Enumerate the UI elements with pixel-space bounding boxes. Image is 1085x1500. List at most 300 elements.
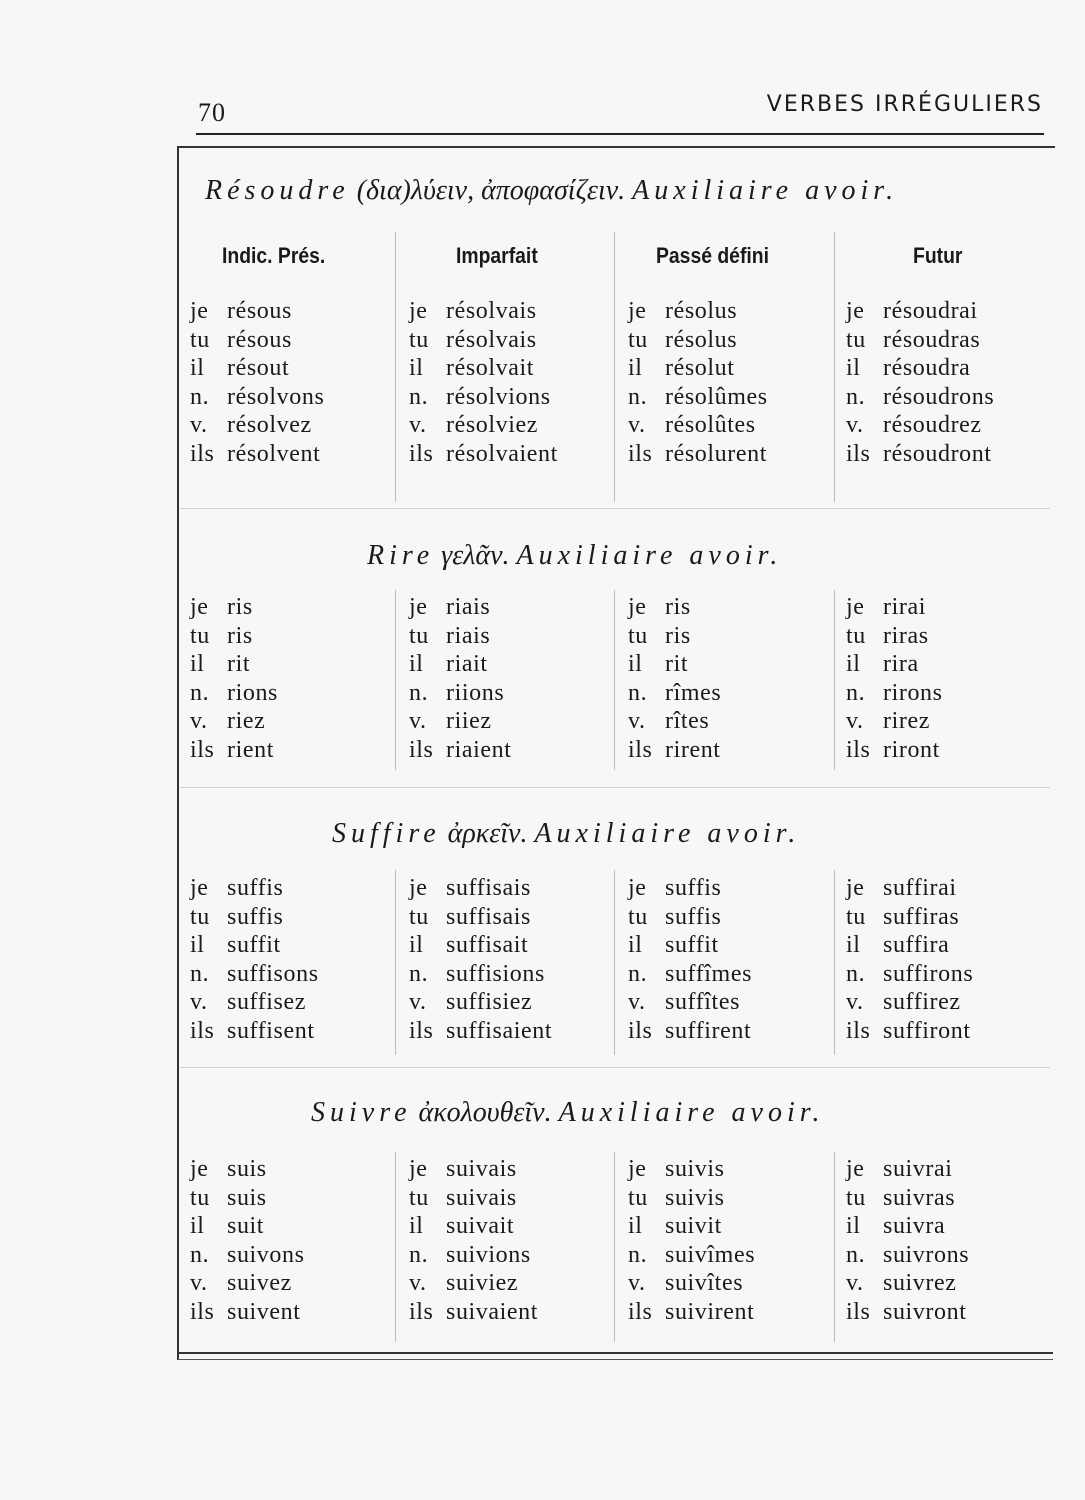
conjugation-row [190,1212,305,1241]
conjugation-row [846,440,994,469]
column-header-imparfait: Imparfait [456,243,538,268]
verb-form: résolus [665,298,738,324]
pronoun: tu [628,903,648,930]
column-divider [834,1152,835,1342]
verb-form: suffisons [227,960,319,987]
verb-form: résolvions [446,383,551,410]
conjugation-column [846,297,994,469]
verb-form: suffisaient [446,1017,553,1044]
verb-form: résolurent [665,440,767,467]
pronoun: je [846,875,865,901]
greek-gloss: γελᾶν. [441,540,510,571]
pronoun: il [409,651,424,678]
verb-form: suffit [227,932,281,959]
verb-form: riiez [446,708,492,735]
verb-form: suivez [227,1270,292,1297]
conjugation-row [846,1241,969,1270]
conjugation-row [409,326,558,355]
verb-form: résolut [665,355,735,382]
verb-form: résoudrai [883,298,978,324]
conjugation-row [846,622,943,651]
verb-form: riaient [446,736,512,763]
verb-form: suffit [665,932,719,959]
conjugation-row [190,411,324,440]
pronoun: v. [409,989,427,1016]
pronoun: v. [190,708,208,735]
conjugation-row [190,1269,305,1298]
conjugation-row [628,650,721,679]
pronoun: tu [190,903,210,930]
column-divider [614,870,615,1055]
pronoun: il [628,355,643,382]
conjugation-row [409,593,512,622]
conjugation-row [409,297,558,326]
conjugation-row [190,931,319,960]
pronoun: tu [409,622,429,649]
column-divider [614,1152,615,1342]
pronoun: ils [846,1017,871,1044]
conjugation-row [190,326,324,355]
pronoun: n. [846,383,866,410]
conjugation-row [628,903,752,932]
pronoun: je [190,594,209,620]
conjugation-row [190,960,319,989]
conjugation-row [846,1269,969,1298]
verb-form: rirent [665,736,721,763]
pronoun: v. [190,1270,208,1297]
verb-name: Suivre [311,1097,412,1128]
conjugation-row [409,707,512,736]
verb-form: suiviez [446,1270,519,1297]
pronoun: n. [409,1241,429,1268]
pronoun: v. [846,1270,864,1297]
pronoun: je [628,298,647,324]
pronoun: tu [190,326,210,353]
verb-form: rit [665,651,689,678]
conjugation-column [628,593,721,765]
pronoun: v. [846,412,864,439]
conjugation-row [846,297,994,326]
verb-form: suffirent [665,1017,752,1044]
verb-form: suivront [883,1298,967,1325]
auxiliary-note: Auxiliaire avoir. [558,1097,825,1128]
header-rule [196,133,1044,135]
verb-form: suffis [665,903,722,930]
pronoun: je [846,298,865,324]
verb-form: suffisait [446,932,529,959]
column-header-futur: Futur [913,243,963,268]
conjugation-row [409,1241,538,1270]
verb-form: suffirons [883,960,974,987]
column-divider [395,590,396,770]
conjugation-row [846,383,994,412]
column-divider [614,590,615,770]
verb-form: suivîmes [665,1241,756,1268]
verb-form: suivrons [883,1241,970,1268]
pronoun: je [628,1156,647,1182]
pronoun: il [409,932,424,959]
verb-form: suffirai [883,875,957,901]
verb-form: résolvons [227,383,325,410]
verb-form: suivais [446,1184,517,1211]
pronoun: il [409,355,424,382]
verb-form: résolus [665,326,738,353]
verb-form: suffis [227,903,284,930]
column-divider [614,232,615,502]
verb-form: suivîtes [665,1270,744,1297]
conjugation-row [190,593,278,622]
verb-form: suivrai [883,1156,953,1182]
verb-form: résout [227,355,290,382]
conjugation-row [409,988,552,1017]
pronoun: ils [846,440,871,467]
pronoun: ils [628,440,653,467]
verb-form: résoudront [883,440,992,467]
pronoun: ils [846,1298,871,1325]
conjugation-row [190,679,278,708]
conjugation-row [628,1269,755,1298]
pronoun: n. [190,679,210,706]
verb-form: suffisais [446,875,531,901]
pronoun: n. [628,679,648,706]
verb-form: ris [227,622,253,649]
column-divider [395,870,396,1055]
conjugation-column [628,874,752,1046]
conjugation-row [846,354,994,383]
verb-form: riait [446,651,488,678]
verb-name: Résoudre [205,175,350,206]
pronoun: v. [628,708,646,735]
verb-form: résolviez [446,412,539,439]
verb-title [205,175,898,207]
pronoun: je [846,1156,865,1182]
pronoun: je [409,1156,428,1182]
pronoun: tu [846,326,866,353]
conjugation-row [190,1017,319,1046]
auxiliary-note: Auxiliaire avoir. [632,175,899,206]
verb-form: résoudrons [883,383,995,410]
verb-form: résous [227,298,292,324]
verb-form: suivis [665,1184,725,1211]
pronoun: ils [409,440,434,467]
pronoun: il [190,932,205,959]
pronoun: v. [409,1270,427,1297]
verb-form: résous [227,326,292,353]
verb-form: résolvez [227,412,312,439]
pronoun: v. [409,708,427,735]
verb-title [311,1097,825,1129]
verb-form: rirai [883,594,926,620]
pronoun: n. [190,1241,210,1268]
conjugation-column [409,593,512,765]
verb-form: suivis [665,1156,725,1182]
verb-form: suffira [883,932,950,959]
verb-form: suffisiez [446,989,533,1016]
pronoun: il [846,355,861,382]
verb-form: rirons [883,679,943,706]
conjugation-row [846,707,943,736]
verb-form: suis [227,1184,267,1211]
conjugation-row [846,679,943,708]
running-head: VERBES IRRÉGULIERS [766,92,1043,117]
pronoun: il [628,651,643,678]
pronoun: il [846,1213,861,1240]
conjugation-column [846,1155,969,1327]
conjugation-row [409,411,558,440]
conjugation-row [409,736,512,765]
verb-form: résoudrez [883,412,982,439]
verb-form: suivait [446,1213,515,1240]
conjugation-row [190,650,278,679]
pronoun: ils [628,1017,653,1044]
conjugation-row [409,1155,538,1184]
conjugation-row [409,1184,538,1213]
pronoun: ils [190,440,215,467]
column-header-passe-defini: Passé défini [656,243,769,268]
conjugation-row [846,1298,969,1327]
pronoun: v. [846,708,864,735]
verb-form: suffis [227,875,284,901]
conjugation-row [190,297,324,326]
conjugation-row [628,1241,755,1270]
conjugation-row [628,931,752,960]
verb-form: suffis [665,875,722,901]
conjugation-column [846,874,973,1046]
conjugation-row [846,593,943,622]
pronoun: v. [190,412,208,439]
section-divider [180,1067,1050,1068]
conjugation-row [846,931,973,960]
verb-form: suivons [227,1241,305,1268]
pronoun: ils [409,736,434,763]
conjugation-column [846,593,943,765]
conjugation-row [409,960,552,989]
verb-form: suffiras [883,903,960,930]
verb-form: suffîtes [665,989,741,1016]
conjugation-column [409,297,558,469]
conjugation-row [409,622,512,651]
section-divider [180,787,1050,788]
verb-name: Suffire [332,818,441,849]
conjugation-column [190,297,324,469]
pronoun: tu [628,1184,648,1211]
conjugation-row [846,1184,969,1213]
conjugation-row [190,1241,305,1270]
pronoun: tu [190,622,210,649]
pronoun: n. [628,383,648,410]
conjugation-row [628,960,752,989]
conjugation-column [409,1155,538,1327]
conjugation-row [409,679,512,708]
conjugation-row [190,622,278,651]
pronoun: ils [628,736,653,763]
frame-bottom-rule-thin [177,1359,1053,1360]
pronoun: il [628,1213,643,1240]
conjugation-row [628,440,768,469]
pronoun: ils [628,1298,653,1325]
conjugation-row [190,736,278,765]
pronoun: tu [409,1184,429,1211]
pronoun: tu [190,1184,210,1211]
verb-form: suis [227,1156,267,1182]
verb-form: résolûmes [665,383,768,410]
conjugation-row [409,354,558,383]
pronoun: n. [846,679,866,706]
conjugation-row [846,1017,973,1046]
conjugation-row [846,326,994,355]
pronoun: tu [628,622,648,649]
pronoun: n. [409,383,429,410]
conjugation-row [628,1184,755,1213]
pronoun: ils [409,1017,434,1044]
conjugation-row [846,411,994,440]
auxiliary-note: Auxiliaire avoir. [516,540,783,571]
pronoun: il [846,932,861,959]
conjugation-row [628,988,752,1017]
pronoun: je [190,875,209,901]
conjugation-row [190,707,278,736]
conjugation-row [409,650,512,679]
section-divider [180,508,1050,509]
verb-form: rira [883,651,919,678]
greek-gloss: ἀκολουθεῖν. [418,1097,552,1128]
pronoun: v. [846,989,864,1016]
conjugation-row [409,440,558,469]
verb-form: riais [446,594,491,620]
conjugation-row [409,903,552,932]
verb-form: suffisent [227,1017,315,1044]
verb-form: suivirent [665,1298,755,1325]
verb-form: suivit [665,1213,722,1240]
conjugation-column [628,297,768,469]
conjugation-row [846,1212,969,1241]
conjugation-row [190,383,324,412]
pronoun: tu [409,903,429,930]
conjugation-column [409,874,552,1046]
conjugation-row [846,988,973,1017]
pronoun: ils [409,1298,434,1325]
pronoun: il [190,355,205,382]
conjugation-row [409,1298,538,1327]
conjugation-row [628,411,768,440]
verb-form: ris [227,594,253,620]
pronoun: il [409,1213,424,1240]
conjugation-column [628,1155,755,1327]
pronoun: v. [628,412,646,439]
conjugation-row [190,1184,305,1213]
verb-form: suffisais [446,903,531,930]
conjugation-row [190,1155,305,1184]
page-number: 70 [198,98,226,127]
verb-form: riez [227,708,266,735]
pronoun: je [409,298,428,324]
pronoun: tu [409,326,429,353]
verb-form: suffîmes [665,960,753,987]
verb-form: résolvaient [446,440,558,467]
conjugation-row [846,650,943,679]
verb-form: suivra [883,1213,946,1240]
conjugation-row [409,1017,552,1046]
verb-form: suivent [227,1298,301,1325]
conjugation-row [846,903,973,932]
verb-form: résolvais [446,326,537,353]
auxiliary-note: Auxiliaire avoir. [534,818,801,849]
pronoun: n. [628,960,648,987]
verb-form: suffisez [227,989,307,1016]
pronoun: je [409,875,428,901]
conjugation-row [628,1017,752,1046]
conjugation-row [846,736,943,765]
greek-gloss: (δια)λύειν, ἀποφασίζειν. [356,175,626,206]
pronoun: je [628,875,647,901]
conjugation-row [628,622,721,651]
conjugation-row [628,679,721,708]
pronoun: n. [190,383,210,410]
verb-form: riais [446,622,491,649]
pronoun: n. [409,960,429,987]
conjugation-row [409,1269,538,1298]
conjugation-column [190,874,319,1046]
pronoun: je [409,594,428,620]
verb-title [332,818,800,850]
column-divider [834,232,835,502]
pronoun: tu [846,622,866,649]
verb-form: suivras [883,1184,956,1211]
verb-form: suffirez [883,989,961,1016]
verb-form: riras [883,622,929,649]
pronoun: je [190,298,209,324]
conjugation-row [409,874,552,903]
column-header-present: Indic. Prés. [222,243,326,268]
verb-form: ris [665,594,691,620]
verb-form: rit [227,651,251,678]
verb-form: riions [446,679,505,706]
conjugation-row [628,1212,755,1241]
conjugation-row [190,988,319,1017]
pronoun: ils [190,1017,215,1044]
column-divider [395,1152,396,1342]
conjugation-row [409,931,552,960]
pronoun: n. [190,960,210,987]
pronoun: n. [846,1241,866,1268]
pronoun: je [846,594,865,620]
column-divider [395,232,396,502]
verb-form: riront [883,736,940,763]
column-divider [834,870,835,1055]
pronoun: je [628,594,647,620]
pronoun: n. [628,1241,648,1268]
conjugation-row [190,874,319,903]
frame-bottom-rule [177,1352,1053,1354]
verb-form: suivrez [883,1270,957,1297]
pronoun: v. [628,1270,646,1297]
greek-gloss: ἀρκεῖν. [447,818,528,849]
verb-form: suivaient [446,1298,539,1325]
conjugation-row [628,383,768,412]
conjugation-row [628,874,752,903]
conjugation-row [628,1298,755,1327]
pronoun: il [190,1213,205,1240]
pronoun: tu [846,1184,866,1211]
verb-form: rirez [883,708,930,735]
conjugation-row [628,354,768,383]
pronoun: il [190,651,205,678]
verb-form: rîmes [665,679,722,706]
pronoun: tu [846,903,866,930]
conjugation-row [190,440,324,469]
conjugation-row [409,1212,538,1241]
conjugation-row [628,593,721,622]
